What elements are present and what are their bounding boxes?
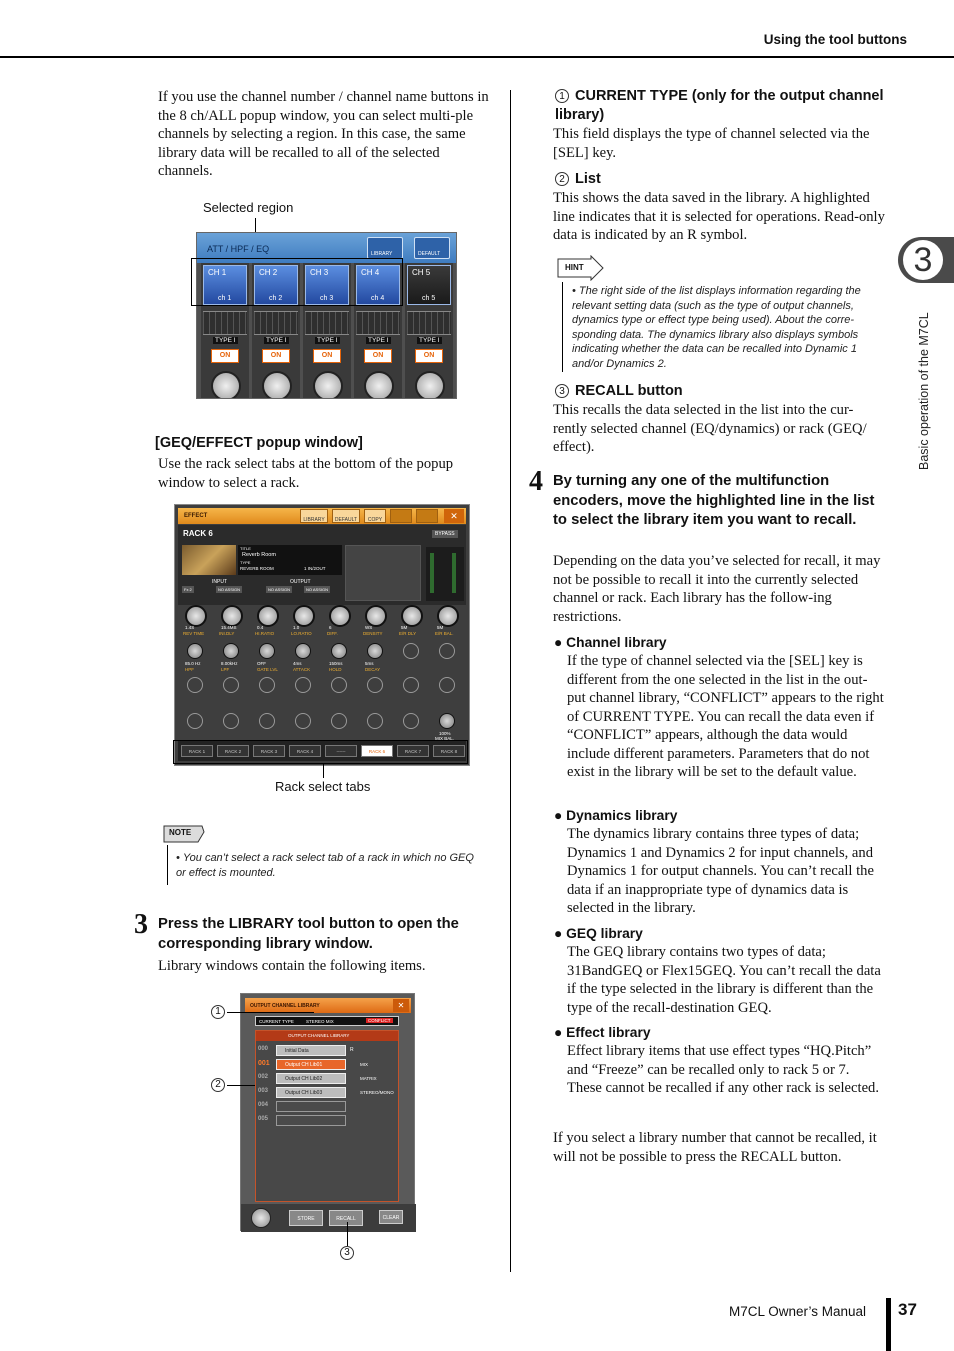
library-row-number: 002 bbox=[258, 1074, 269, 1080]
fig2-effect-thumbnail bbox=[182, 545, 236, 575]
effect-param-value: 1.0 bbox=[293, 625, 300, 630]
fig2-rack-panel: RACK 6 BYPASS TITLE Reverb Room TYPE REVERB ROOM 1 IN/2OUT INPUT OUTPUT Fx 2 NO ASSIGN NO ASSIGN NO ASSIGN bbox=[178, 525, 466, 605]
step4-number: 4 bbox=[529, 466, 543, 497]
eq-type-label: TYPE I bbox=[419, 337, 440, 344]
fig3-close-icon[interactable]: ✕ bbox=[393, 999, 409, 1012]
fig2-library-button[interactable]: LIBRARY bbox=[300, 509, 328, 523]
callout-3: 3 bbox=[340, 1246, 354, 1260]
effect-param-knob[interactable] bbox=[367, 677, 383, 693]
effect-param-knob[interactable] bbox=[187, 643, 203, 659]
effect-param-knob[interactable] bbox=[295, 677, 311, 693]
effect-param-value: 5M bbox=[401, 625, 408, 630]
fig2-close-icon[interactable]: ✕ bbox=[444, 509, 464, 523]
fig3-list[interactable] bbox=[255, 1030, 399, 1202]
effect-param-value: 6 bbox=[329, 625, 332, 630]
effect-param-value: OFF bbox=[257, 661, 266, 666]
effect-param-value: 150ms bbox=[329, 661, 343, 666]
lib-effect-heading: ● Effect library bbox=[554, 1025, 651, 1040]
rack-select-tab[interactable]: RACK 7 bbox=[397, 745, 429, 757]
channel-name-label: ch 2 bbox=[269, 295, 283, 302]
channel-number-label: CH 3 bbox=[310, 268, 329, 277]
fig2-leader bbox=[323, 764, 324, 778]
effect-param-knob[interactable] bbox=[223, 713, 239, 729]
eq-graph bbox=[305, 311, 349, 335]
fig2-paste-button[interactable] bbox=[390, 509, 412, 523]
effect-param-label: LO.RATIO bbox=[291, 631, 312, 636]
effect-param-knob[interactable] bbox=[293, 605, 315, 627]
effect-param-knob[interactable] bbox=[295, 643, 311, 659]
effect-param-value: WS bbox=[365, 625, 373, 630]
effect-param-label: HPF bbox=[185, 667, 194, 672]
rack-select-tab[interactable]: ------ bbox=[325, 745, 357, 757]
fig1-library-button[interactable]: LIBRARY bbox=[367, 237, 403, 259]
fig3-button-bar bbox=[241, 1204, 416, 1232]
step3-subtext: Library windows contain the following items. bbox=[158, 958, 426, 974]
effect-param-value: 8.00kHz bbox=[221, 661, 238, 666]
effect-param-label: DENSITY bbox=[363, 631, 383, 636]
step3-text: Press the LIBRARY tool button to open the corresponding library window. bbox=[158, 916, 459, 952]
eq-type-label: TYPE I bbox=[368, 337, 389, 344]
attenuator-knob[interactable] bbox=[415, 371, 445, 399]
attenuator-knob[interactable] bbox=[313, 371, 343, 399]
step4-body: Depending on the data you’ve selected for recall, it may not be possible to recall it into the currently selected channel or rack. Each library has the follow-ing restrictions. bbox=[553, 553, 881, 625]
library-row-name: Output CH Lib01 bbox=[285, 1062, 323, 1068]
effect-param-label: REV TIME bbox=[183, 631, 205, 636]
lib-channel-heading: ● Channel library bbox=[554, 635, 667, 650]
rack-select-tab[interactable]: RACK 2 bbox=[217, 745, 249, 757]
eq-graph bbox=[407, 311, 451, 335]
effect-param-knob[interactable] bbox=[403, 713, 419, 729]
effect-param-label: LPF bbox=[221, 667, 230, 672]
lib-geq-heading: ● GEQ library bbox=[554, 926, 643, 941]
effect-param-knob[interactable] bbox=[365, 605, 387, 627]
library-row-type: STEREO/MONO bbox=[360, 1090, 394, 1095]
library-row[interactable] bbox=[276, 1059, 346, 1070]
library-row[interactable] bbox=[276, 1073, 346, 1084]
library-row-number: 001 bbox=[258, 1060, 270, 1067]
library-row-number: 003 bbox=[258, 1088, 269, 1094]
effect-param-value: 0.4 bbox=[257, 625, 264, 630]
fig2-titlebar bbox=[178, 508, 466, 524]
note-text: • You can’t select a rack select tab of a rack in which no GEQ or effect is mounted. bbox=[176, 852, 474, 879]
eq-on-button[interactable]: ON bbox=[415, 349, 443, 363]
lib-dynamics-text: The dynamics library contains three types of data; Dynamics 1 and Dynamics 2 for input channels, and Dynamics 1 for output channels. You can’t recall the data if an inappropriate type of dynamics data is selected in the library. bbox=[567, 826, 874, 916]
closing-paragraph: If you select a library number that cannot be recalled, it will not be possible to press the RECALL button. bbox=[553, 1130, 877, 1165]
eq-on-button[interactable]: ON bbox=[262, 349, 290, 363]
library-row-type: MATRIX bbox=[360, 1076, 377, 1081]
effect-param-value: 85.0 Hz bbox=[185, 661, 201, 666]
item1-text: This field displays the type of channel selected via the [SEL] key. bbox=[553, 126, 870, 161]
page-number: 37 bbox=[898, 1300, 917, 1319]
rack-select-tab[interactable]: RACK 4 bbox=[289, 745, 321, 757]
fig2-title: EFFECT bbox=[184, 513, 208, 519]
eq-type-label: TYPE I bbox=[266, 337, 287, 344]
effect-param-label: ATTACK bbox=[293, 667, 311, 672]
item2-heading: 2 List bbox=[555, 170, 601, 189]
effect-param-knob[interactable] bbox=[403, 677, 419, 693]
step4-text: By turning any one of the multifunction encoders, move the highlighted line in the list to select the library item you want to recall. bbox=[553, 473, 875, 528]
channel-number-label: CH 4 bbox=[361, 268, 380, 277]
column-divider bbox=[510, 90, 511, 1272]
effect-param-knob[interactable] bbox=[223, 643, 239, 659]
item3-text: This recalls the data selected in the list into the cur-rently selected channel (EQ/dynamics) or rack (GEQ/ effect). bbox=[553, 402, 867, 455]
effect-param-knob[interactable] bbox=[185, 605, 207, 627]
fig3-titlebar bbox=[245, 998, 411, 1013]
eq-graph bbox=[203, 311, 247, 335]
effect-param-label: HOLD bbox=[329, 667, 342, 672]
fig3-encoder-knob[interactable] bbox=[251, 1208, 271, 1228]
fig2-default-button[interactable]: DEFAULT bbox=[332, 509, 360, 523]
footer-manual-title: M7CL Owner’s Manual bbox=[729, 1304, 867, 1319]
effect-param-knob[interactable] bbox=[257, 605, 279, 627]
item2-text: This shows the data saved in the library. A highlighted line indicates that it is selected for operations. Read-only data is indicated by an R symbol. bbox=[553, 190, 885, 243]
fig1-window-title: ATT / HPF / EQ bbox=[207, 244, 270, 254]
eq-graph bbox=[356, 311, 400, 335]
fig1-caption: Selected region bbox=[203, 200, 294, 215]
effect-param-value: 5M bbox=[437, 625, 444, 630]
eq-type-label: TYPE I bbox=[317, 337, 338, 344]
attenuator-knob[interactable] bbox=[262, 371, 292, 399]
effect-param-value: 15.4MS bbox=[221, 625, 237, 630]
note-label: NOTE bbox=[169, 828, 192, 837]
fig2-rack-name: RACK 6 bbox=[183, 529, 213, 538]
fig3-store-button[interactable]: STORE bbox=[289, 1210, 323, 1226]
geq-effect-heading: [GEQ/EFFECT popup window] bbox=[155, 435, 363, 451]
effect-param-label: GATE LVL bbox=[257, 667, 278, 672]
lib-geq-text: The GEQ library contains two types of data; 31BandGEQ or Flex15GEQ. You can’t recall the data if the type selected in the library is different than the type of the recall-destination GEQ. bbox=[567, 944, 881, 1016]
rack-select-tab[interactable]: RACK 3 bbox=[253, 745, 285, 757]
fig3-list-header: OUTPUT CHANNEL LIBRARY bbox=[256, 1031, 398, 1041]
effect-param-value: 1.4S bbox=[185, 625, 195, 630]
chapter-side-label: Basic operation of the M7CL bbox=[917, 312, 931, 470]
effect-param-knob[interactable] bbox=[331, 677, 347, 693]
hint-text: • The right side of the list displays information regarding the relevant setting data (such as the type of output channels, dynamics type or effect type being used). About the corre-sponding data. The dynamics library also displays symbols indicating whether the data can be recalled into Dynamic 1 and/or Dynamics 2. bbox=[572, 285, 861, 370]
note-rule bbox=[167, 845, 168, 885]
channel-name-button[interactable] bbox=[407, 265, 451, 305]
attenuator-knob[interactable] bbox=[211, 371, 241, 399]
channel-name-label: ch 3 bbox=[320, 295, 334, 302]
library-row-number: 005 bbox=[258, 1116, 269, 1122]
header-rule bbox=[0, 56, 954, 58]
fig1-default-button[interactable]: DEFAULT bbox=[414, 237, 450, 259]
attenuator-knob[interactable] bbox=[364, 371, 394, 399]
selected-region-frame bbox=[191, 258, 403, 306]
hint-rule bbox=[562, 282, 563, 372]
fig2-copy-button[interactable]: COPY bbox=[364, 509, 386, 523]
channel-name-label: ch 1 bbox=[218, 295, 232, 302]
eq-graph bbox=[254, 311, 298, 335]
callout-2: 2 bbox=[211, 1078, 225, 1092]
effect-param-knob[interactable] bbox=[403, 643, 419, 659]
fig3-clear-button[interactable]: CLEAR bbox=[379, 1210, 403, 1224]
rack-select-tab[interactable]: RACK 1 bbox=[181, 745, 213, 757]
effect-param-value: 5ms bbox=[365, 661, 374, 666]
library-row-number: 004 bbox=[258, 1102, 269, 1108]
effect-param-knob[interactable] bbox=[259, 643, 275, 659]
fig2-meter bbox=[426, 547, 464, 601]
effect-param-knob[interactable] bbox=[187, 713, 203, 729]
channel-number-label: CH 5 bbox=[412, 268, 431, 277]
effect-param-knob[interactable] bbox=[221, 605, 243, 627]
fig2-screenshot bbox=[174, 504, 470, 766]
callout-1: 1 bbox=[211, 1005, 225, 1019]
mix-bal-value: 100% bbox=[439, 731, 451, 736]
lib-dynamics-heading: ● Dynamics library bbox=[554, 808, 678, 823]
effect-param-label: E/R BAL. bbox=[435, 631, 454, 636]
fig2-graph-area bbox=[345, 545, 421, 601]
library-row[interactable] bbox=[276, 1087, 346, 1098]
effect-param-knob[interactable] bbox=[187, 677, 203, 693]
eq-on-button[interactable]: ON bbox=[313, 349, 341, 363]
effect-param-knob[interactable] bbox=[295, 713, 311, 729]
effect-param-label: E/R DLY bbox=[399, 631, 417, 636]
effect-param-knob[interactable] bbox=[439, 713, 455, 729]
rack-select-tab[interactable]: RACK 6 bbox=[361, 745, 393, 757]
channel-name-label: ch 4 bbox=[371, 295, 385, 302]
fig2-effect-name: Reverb Room bbox=[242, 552, 276, 558]
library-row-name: Output CH Lib03 bbox=[285, 1090, 323, 1096]
fig3-title: OUTPUT CHANNEL LIBRARY bbox=[250, 1003, 320, 1009]
channel-number-label: CH 1 bbox=[208, 268, 227, 277]
effect-param-value: 4ms bbox=[293, 661, 302, 666]
effect-param-knob[interactable] bbox=[367, 713, 383, 729]
effect-param-knob[interactable] bbox=[259, 713, 275, 729]
effect-param-knob[interactable] bbox=[437, 605, 459, 627]
library-row-type: MIX bbox=[360, 1062, 369, 1067]
callout-3-leader bbox=[347, 1222, 348, 1246]
effect-param-label: DIFF. bbox=[327, 631, 338, 636]
rack-select-tab[interactable]: RACK 8 bbox=[433, 745, 465, 757]
fig2-effect-info: TITLE Reverb Room TYPE REVERB ROOM 1 IN/2OUT bbox=[238, 545, 342, 575]
eq-on-button[interactable]: ON bbox=[211, 349, 239, 363]
rack-tabs-frame bbox=[173, 740, 468, 764]
fig3-screenshot bbox=[240, 993, 415, 1231]
hint-label: HINT bbox=[565, 263, 584, 272]
library-row[interactable] bbox=[276, 1115, 346, 1126]
library-row-name: Output CH Lib02 bbox=[285, 1076, 323, 1082]
effect-param-knob[interactable] bbox=[401, 605, 423, 627]
library-row-number: 000 bbox=[258, 1046, 269, 1052]
fig2-compare-button[interactable] bbox=[416, 509, 438, 523]
effect-param-knob[interactable] bbox=[331, 713, 347, 729]
intro-paragraph: If you use the channel number / channel name buttons in the 8 ch/ALL popup window, you can select multi-ple channels by selecting a region. In this case, the same library data will be recalled to all of the selected channels. bbox=[158, 89, 489, 179]
note-icon bbox=[162, 824, 204, 842]
eq-type-label: TYPE I bbox=[215, 337, 236, 344]
geq-effect-paragraph: Use the rack select tabs at the bottom of the popup window to select a rack. bbox=[158, 456, 454, 491]
item3-heading: 3 RECALL button bbox=[555, 382, 683, 401]
fig2-bypass-button[interactable]: BYPASS bbox=[432, 530, 458, 538]
step3-number: 3 bbox=[134, 909, 148, 940]
footer-bar bbox=[886, 1298, 891, 1351]
chapter-number: 3 bbox=[903, 240, 943, 280]
eq-on-button[interactable]: ON bbox=[364, 349, 392, 363]
hint-icon bbox=[557, 255, 605, 281]
fig3-conflict-badge: CONFLICT bbox=[368, 1018, 391, 1023]
library-row[interactable] bbox=[276, 1101, 346, 1112]
effect-param-knob[interactable] bbox=[259, 677, 275, 693]
running-header: Using the tool buttons bbox=[763, 32, 907, 47]
read-only-marker: R bbox=[350, 1047, 354, 1053]
effect-param-knob[interactable] bbox=[223, 677, 239, 693]
effect-param-knob[interactable] bbox=[367, 643, 383, 659]
lib-effect-text: Effect library items that use effect types “HQ.Pitch” and “Freeze” can be recalled only to rack 5 or 7. These cannot be recalled if any other rack is selected. bbox=[567, 1043, 879, 1096]
lib-channel-text: If the type of channel selected via the [SEL] key is different from the one selected in the list in the out-put channel library, “CONFLICT” appears to the right of CURRENT TYPE. You can recall the data even if “CONFLICT” appears, although the data would include different parameters. Parameters that do not exist in the library will be set to the default value. bbox=[567, 653, 884, 780]
channel-number-label: CH 2 bbox=[259, 268, 278, 277]
effect-param-label: DECAY bbox=[365, 667, 381, 672]
callout-1-leader bbox=[227, 1012, 314, 1013]
effect-param-knob[interactable] bbox=[439, 677, 455, 693]
fig3-recall-button[interactable]: RECALL bbox=[329, 1210, 363, 1226]
channel-name-label: ch 5 bbox=[422, 295, 436, 302]
callout-2-leader bbox=[227, 1085, 255, 1086]
fig2-caption: Rack select tabs bbox=[275, 779, 371, 794]
item1-heading: 1 CURRENT TYPE (only for the output channel library) bbox=[555, 88, 884, 123]
channel-strip bbox=[405, 263, 453, 399]
effect-param-knob[interactable] bbox=[331, 643, 347, 659]
library-row[interactable] bbox=[276, 1045, 346, 1056]
fig3-current-type-field: CURRENT TYPE STEREO MIX CONFLICT bbox=[255, 1016, 399, 1026]
effect-param-label: HI.RATIO bbox=[255, 631, 275, 636]
effect-param-knob[interactable] bbox=[329, 605, 351, 627]
effect-param-label: INI.DLY bbox=[219, 631, 235, 636]
mix-bal-label: MIX BAL. bbox=[435, 736, 455, 741]
library-row-name: Initial Data bbox=[285, 1048, 309, 1054]
effect-param-knob[interactable] bbox=[439, 643, 455, 659]
